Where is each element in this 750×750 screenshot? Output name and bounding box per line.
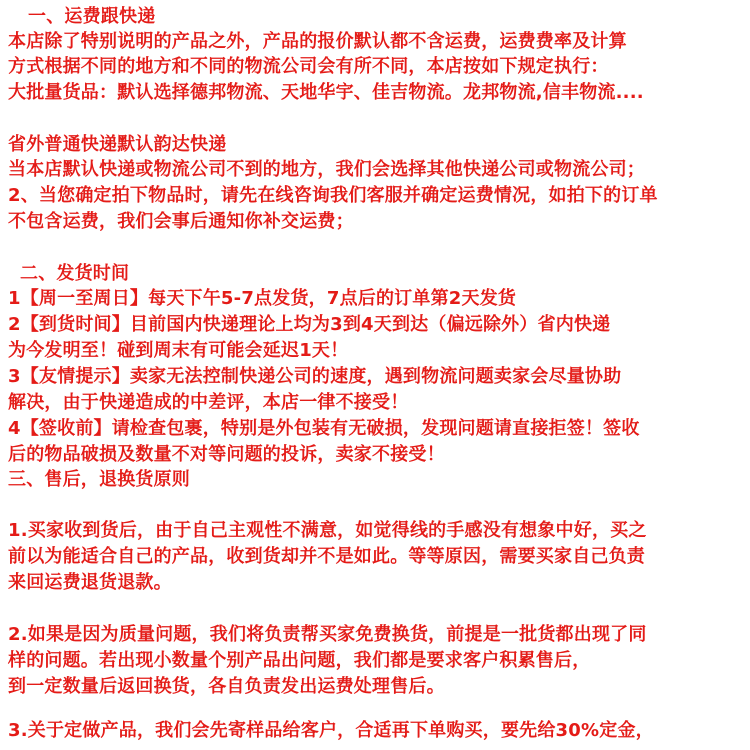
policy-line: 后的物品破损及数量不对等问题的投诉，卖家不接受！	[8, 444, 445, 465]
policy-line: 当本店默认快递或物流公司不到的地方，我们会选择其他快递公司或物流公司；	[8, 159, 645, 180]
policy-line: 不包含运费，我们会事后通知你补交运费；	[8, 211, 354, 232]
policy-line: 解决，由于快递造成的中差评，本店一律不接受！	[8, 392, 409, 413]
policy-line: 本店除了特别说明的产品之外，产品的报价默认都不含运费，运费费率及计算	[8, 31, 627, 52]
policy-line: 方式根据不同的地方和不同的物流公司会有所不同，本店按如下规定执行：	[8, 56, 609, 77]
policy-line: 3【友情提示】卖家无法控制快递公司的速度，遇到物流问题卖家会尽量协助	[8, 366, 622, 387]
section-heading-delivery-time: 二、发货时间	[20, 263, 130, 284]
policy-line: 省外普通快递默认韵达快递	[8, 134, 227, 155]
policy-line: 大批量货品：默认选择德邦物流、天地华宇、佳吉物流。龙邦物流,信丰物流....	[8, 82, 644, 103]
policy-line: 为今发明至！碰到周末有可能会延迟1天！	[8, 340, 349, 361]
policy-line: 1.买家收到货后，由于自己主观性不满意，如觉得线的手感没有想象中好，买之	[8, 520, 647, 541]
section-heading-after-sales: 三、售后，退换货原则	[8, 469, 190, 490]
policy-line: 2【到货时间】目前国内快递理论上均为3到4天到达（偏远除外）省内快递	[8, 314, 611, 335]
policy-line: 前以为能适合自己的产品，收到货却并不是如此。等等原因，需要买家自己负责	[8, 546, 645, 567]
policy-line: 1【周一至周日】每天下午5-7点发货，7点后的订单第2天发货	[8, 288, 517, 309]
policy-line: 到一定数量后返回换货，各自负责发出运费处理售后。	[8, 676, 445, 697]
policy-line: 来回运费退货退款。	[8, 572, 172, 593]
policy-line: 3.关于定做产品，我们会先寄样品给客户，合适再下单购买，要先给30%定金，	[8, 720, 654, 741]
policy-line: 样的问题。若出现小数量个别产品出问题，我们都是要求客户积累售后，	[8, 650, 591, 671]
policy-line: 2、当您确定拍下物品时，请先在线咨询我们客服并确定运费情况，如拍下的订单	[8, 185, 658, 206]
policy-line: 2.如果是因为质量问题，我们将负责帮买家免费换货，前提是一批货都出现了同	[8, 624, 647, 645]
section-heading-shipping: 一、运费跟快递	[28, 6, 156, 27]
policy-line: 4【签收前】请检查包裹，特别是外包装有无破损，发现问题请直接拒签！签收	[8, 418, 640, 439]
